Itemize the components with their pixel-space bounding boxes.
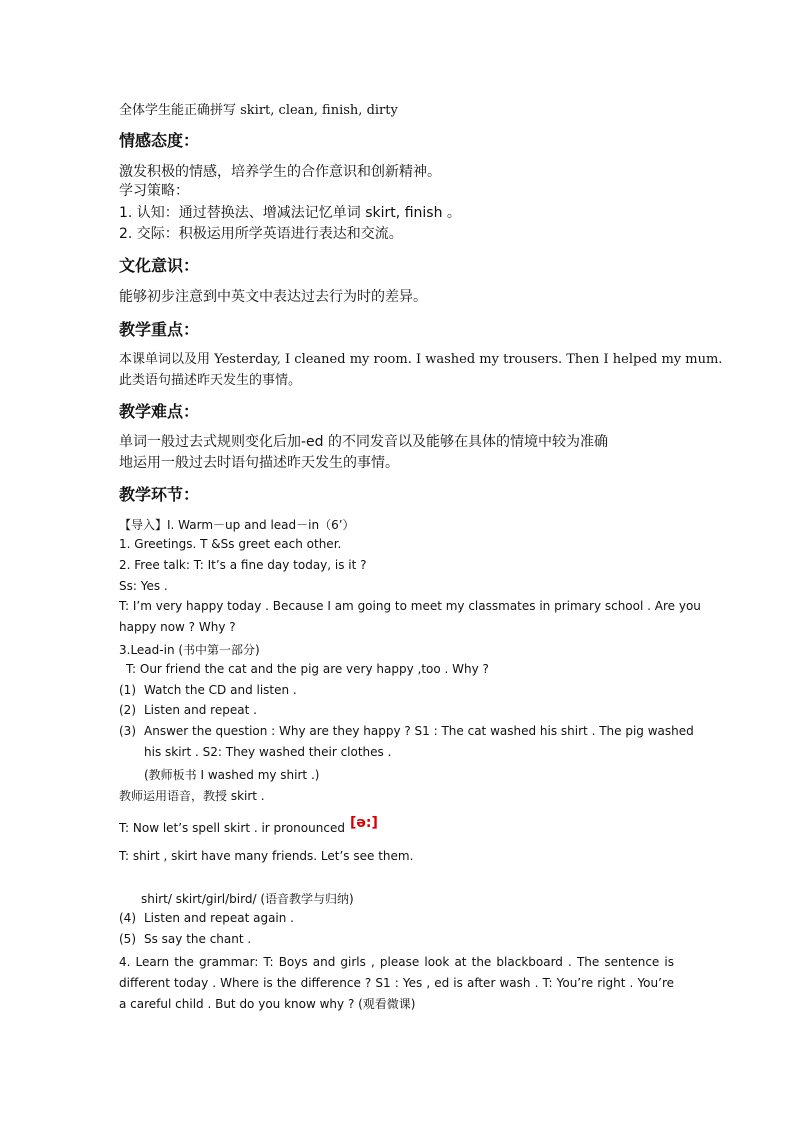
key-text-line-2: 此类语句描述昨天发生的事情。 [119,373,302,388]
strategy-label: 学习策略： [119,183,189,199]
item-3-number: (3) [119,724,136,738]
item-4-text: Listen and repeat again . [144,911,294,925]
item-3-line-1: Answer the question : Why are they happy ? S1 : The cat washed his shirt . The pig washed [144,724,694,738]
spell-skirt-line: T: Now let’s spell skirt . ir pronounced [119,821,345,835]
strategy-item-2: 2. 交际：积极运用所学英语进行表达和交流。 [119,226,403,242]
phonetic-symbol: [ə:] [350,815,378,831]
item-3-line-2: his skirt . S2: They washed their clothes . [144,745,392,759]
teach-skirt-line: 教师运用语音，教授 skirt . [119,789,265,803]
item-3-line-3: (教师板书 I washed my shirt .) [144,768,320,782]
lead-in-line: 3.Lead-in (书中第一部分) [119,643,260,657]
strategy-item-1: 1. 认知：通过替换法、增减法记忆单词 skirt, finish 。 [119,205,461,221]
key-text-line-1: 本课单词以及用 Yesterday, I cleaned my room. I washed my trousers. Then I helped my mum. [119,352,723,367]
difficult-text-line-1: 单词一般过去式规则变化后加-ed 的不同发音以及能够在具体的情境中较为准确 [119,434,608,450]
shirt-friends-line: T: shirt , skirt have many friends. Let’s see them. [119,849,414,863]
t-happy-line-1: T: I’m very happy today . Because I am going to meet my classmates in primary school . Are you [119,599,701,613]
greetings-line: 1. Greetings. T &Ss greet each other. [119,537,342,551]
step-intro: 【导入】Ⅰ. Warm－up and lead－in（6’） [119,518,355,532]
word-list-line: shirt/ skirt/girl/bird/ (语音教学与归纳) [141,892,354,906]
heading-difficult-points: 教学难点： [119,402,200,421]
item-2-number: (2) [119,703,136,717]
skills-line: 全体学生能正确拼写 skirt, clean, finish, dirty [119,103,398,118]
free-talk-line: 2. Free talk: T: It’s a fine day today, is it ? [119,558,367,572]
item-2-text: Listen and repeat . [144,703,257,717]
emotion-text: 激发积极的情感，培养学生的合作意识和创新精神。 [119,164,441,180]
item-4-number: (4) [119,911,136,925]
grammar-paragraph: 4. Learn the grammar: T: Boys and girls , please look at the blackboard . The sentence is different today . Where is the difference ? S1 : Yes , ed is after wash . T: You’re right . You’re a careful child . But do you know why ? (观看微课) [119,955,674,1011]
item-5-text: Ss say the chant . [144,932,252,946]
t-happy-line-2: happy now ? Why ? [119,620,236,634]
t-friend-line: T: Our friend the cat and the pig are very happy ,too . Why ? [126,662,489,676]
item-1-number: (1) [119,683,136,697]
heading-key-points: 教学重点： [119,320,200,339]
culture-text: 能够初步注意到中英文中表达过去行为时的差异。 [119,289,427,305]
item-5-number: (5) [119,932,136,946]
ss-yes-line: Ss: Yes . [119,579,168,593]
heading-teaching-steps: 教学环节： [119,485,200,504]
difficult-text-line-2: 地运用一般过去时语句描述昨天发生的事情。 [119,455,399,471]
heading-emotion: 情感态度： [119,131,200,150]
item-1-text: Watch the CD and listen . [144,683,297,697]
heading-culture: 文化意识： [119,256,200,275]
